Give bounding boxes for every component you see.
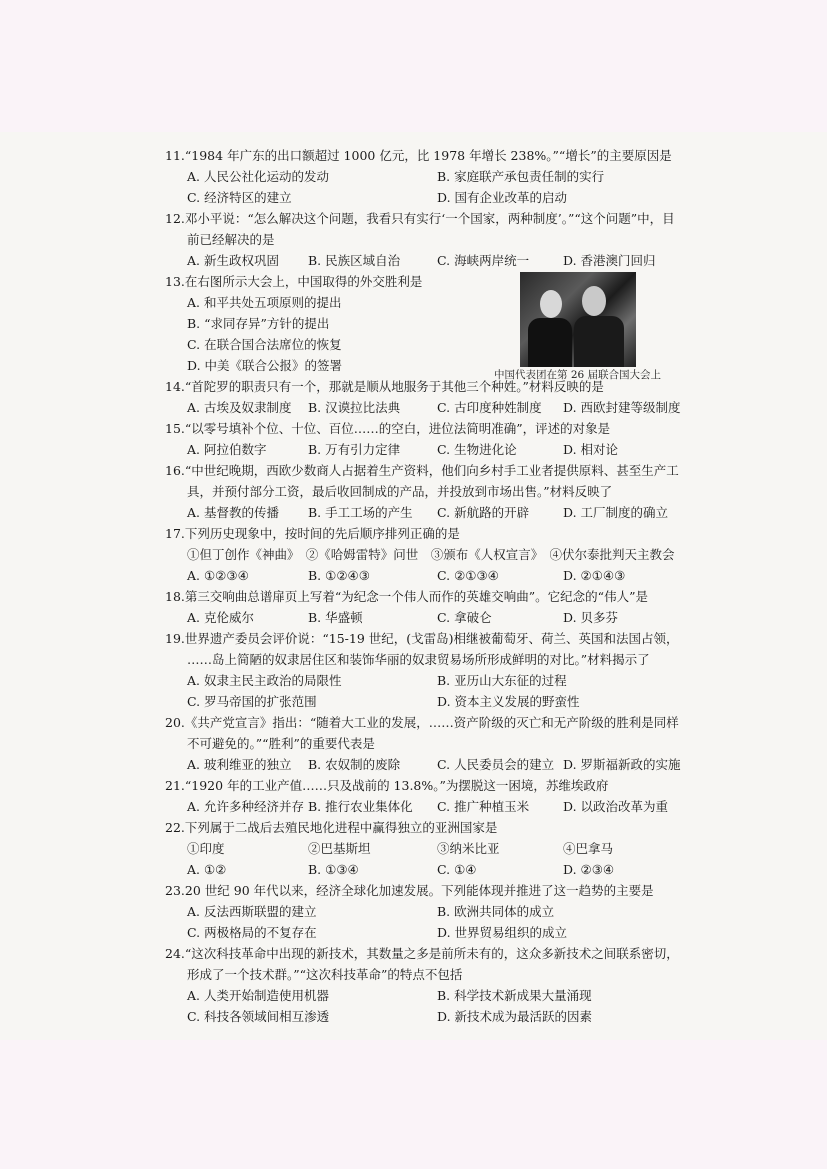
answer-option[interactable]: D. 罗斯福新政的实施	[563, 757, 681, 772]
question-24	[165, 943, 685, 1027]
question-22	[165, 817, 685, 880]
question-number: 14.	[165, 379, 185, 394]
answer-option[interactable]: A. 人类开始制造使用机器	[187, 988, 329, 1003]
question-number: 11.	[165, 148, 185, 163]
answer-option[interactable]: C. 经济特区的建立	[187, 190, 292, 205]
question-number: 24.	[165, 946, 185, 961]
answer-option[interactable]: C. ②①③④	[437, 568, 499, 583]
answer-option[interactable]: C. ①④	[437, 862, 477, 877]
answer-option[interactable]: A. 基督教的传播	[187, 505, 279, 520]
question-11	[165, 145, 685, 208]
question-stem-continued: ①印度	[187, 841, 225, 856]
answer-option[interactable]: C. 推广种植玉米	[437, 799, 530, 814]
answer-option[interactable]: C. 新航路的开辟	[437, 505, 530, 520]
question-stem: 20 世纪 90 年代以来，经济全球化加速发展。下列能体现并推进了这一趋势的主要是	[184, 883, 654, 898]
answer-option[interactable]: A. 和平共处五项原则的提出	[187, 295, 342, 310]
question-stem-continued: 具，并预付部分工资，最后收回制成的产品，并投放到市场出售。”材料反映了	[187, 484, 613, 499]
question-12	[165, 208, 685, 271]
bottom-margin	[0, 1040, 827, 1169]
question-number: 15.	[165, 421, 185, 436]
answer-option[interactable]: C. 海峡两岸统一	[437, 253, 530, 268]
question-stem: 邓小平说：“怎么解决这个问题，我看只有实行‘一个国家，两种制度’。”“这个问题”中，目	[184, 211, 675, 226]
answer-option[interactable]: A. 古埃及奴隶制度	[187, 400, 292, 415]
answer-option[interactable]: D. ②①④③	[563, 568, 626, 583]
answer-option[interactable]: B. “求同存异”方针的提出	[187, 316, 330, 331]
answer-option[interactable]: B. 亚历山大东征的过程	[437, 673, 567, 688]
answer-option[interactable]: A. 新生政权巩固	[187, 253, 279, 268]
question-stem: 第三交响曲总谱扉页上写着“为纪念一个伟人而作的英雄交响曲”。它纪念的“伟人”是	[184, 589, 648, 604]
answer-option[interactable]: D. 香港澳门回归	[563, 253, 656, 268]
question-number: 20.	[165, 715, 185, 730]
answer-option[interactable]: A. 奴隶主民主政治的局限性	[187, 673, 342, 688]
question-17	[165, 523, 685, 586]
answer-option[interactable]: C. 古印度种姓制度	[437, 400, 542, 415]
answer-option[interactable]: A. 反法西斯联盟的建立	[187, 904, 317, 919]
answer-option[interactable]: A. ①②③④	[187, 568, 249, 583]
question-item: ④巴拿马	[563, 841, 614, 856]
question-15	[165, 418, 685, 460]
question-19	[165, 628, 685, 712]
answer-option[interactable]: A. 玻利维亚的独立	[187, 757, 292, 772]
question-number: 19.	[165, 631, 185, 646]
answer-option[interactable]: A. 克伦威尔	[187, 610, 254, 625]
answer-option[interactable]: C. 人民委员会的建立	[437, 757, 555, 772]
answer-option[interactable]: B. 手工工场的产生	[308, 505, 413, 520]
question-stem: “中世纪晚期，西欧少数商人占据着生产资料，他们向乡村手工业者提供原料、甚至生产工	[184, 463, 679, 478]
answer-option[interactable]: A. 允许多种经济并存	[187, 799, 304, 814]
question-18	[165, 586, 685, 628]
answer-option[interactable]: B. 汉谟拉比法典	[308, 400, 401, 415]
answer-option[interactable]: D. 资本主义发展的野蛮性	[437, 694, 580, 709]
question-item: ②巴基斯坦	[308, 841, 371, 856]
answer-option[interactable]: B. 农奴制的废除	[308, 757, 401, 772]
answer-option[interactable]: D. 工厂制度的确立	[563, 505, 669, 520]
top-margin	[0, 0, 827, 132]
answer-option[interactable]: C. 拿破仑	[437, 610, 492, 625]
question-number: 17.	[165, 526, 185, 541]
un-assembly-photo	[520, 272, 636, 367]
answer-option[interactable]: C. 科技各领域间相互渗透	[187, 1009, 330, 1024]
answer-option[interactable]: D. ②③④	[563, 862, 615, 877]
photo-caption: 中国代表团在第 26 届联合国大会上	[494, 369, 662, 381]
question-stem-continued: 不可避免的。”“胜利”的重要代表是	[187, 736, 375, 751]
question-16	[165, 460, 685, 523]
question-stem: 下列属于二战后去殖民地化进程中赢得独立的亚洲国家是	[184, 820, 498, 835]
answer-option[interactable]: C. 罗马帝国的扩张范围	[187, 694, 317, 709]
question-21	[165, 775, 685, 817]
question-number: 18.	[165, 589, 185, 604]
answer-option[interactable]: D. 西欧封建等级制度	[563, 400, 681, 415]
question-item: ③纳米比亚	[437, 841, 500, 856]
answer-option[interactable]: A. 阿拉伯数字	[187, 442, 267, 457]
question-stem: “以零号填补个位、十位、百位……的空白，进位法简明准确”，评述的对象是	[184, 421, 611, 436]
answer-option[interactable]: B. 家庭联产承包责任制的实行	[437, 169, 605, 184]
answer-option[interactable]: D. 国有企业改革的启动	[437, 190, 568, 205]
question-number: 23.	[165, 883, 185, 898]
question-number: 22.	[165, 820, 185, 835]
answer-option[interactable]: D. 新技术成为最活跃的因素	[437, 1009, 593, 1024]
question-number: 16.	[165, 463, 185, 478]
answer-option[interactable]: B. 推行农业集体化	[308, 799, 413, 814]
question-number: 12.	[165, 211, 185, 226]
answer-option[interactable]: D. 贝多芬	[563, 610, 619, 625]
answer-option[interactable]: B. 科学技术新成果大量涌现	[437, 988, 592, 1003]
question-stem-continued: ①但丁创作《神曲》 ②《哈姆雷特》问世 ③颁布《人权宣言》 ④伏尔泰批判天主教会	[187, 547, 675, 562]
answer-option[interactable]: A. ①②	[187, 862, 227, 877]
question-stem: 在右图所示大会上，中国取得的外交胜利是	[184, 274, 423, 289]
answer-option[interactable]: B. 万有引力定律	[308, 442, 401, 457]
answer-option[interactable]: D. 中美《联合公报》的签署	[187, 358, 343, 373]
answer-option[interactable]: B. 华盛顿	[308, 610, 363, 625]
answer-option[interactable]: B. ①②④③	[308, 568, 370, 583]
question-stem: “这次科技革命中出现的新技术，其数量之多是前所未有的，这众多新技术之间联系密切，	[184, 946, 679, 961]
answer-option[interactable]: B. 欧洲共同体的成立	[437, 904, 555, 919]
question-stem: “1984 年广东的出口额超过 1000 亿元，比 1978 年增长 238%。”“增长”的主要原因是	[184, 148, 672, 163]
answer-option[interactable]: B. ①③④	[308, 862, 359, 877]
answer-option[interactable]: C. 生物进化论	[437, 442, 517, 457]
answer-option[interactable]: C. 两极格局的不复存在	[187, 925, 317, 940]
question-stem: 世界遗产委员会评价说：“15-19 世纪，(戈雷岛)相继被葡萄牙、荷兰、英国和法国占领，	[184, 631, 679, 646]
answer-option[interactable]: D. 以政治改革为重	[563, 799, 669, 814]
question-stem: 《共产党宣言》指出：“随着大工业的发展，……资产阶级的灭亡和无产阶级的胜利是同样	[184, 715, 679, 730]
question-20	[165, 712, 685, 775]
question-14	[165, 376, 685, 418]
question-number: 21.	[165, 778, 185, 793]
question-stem-continued: 前已经解决的是	[187, 232, 275, 247]
answer-option[interactable]: B. 民族区域自治	[308, 253, 401, 268]
question-stem: “首陀罗的职责只有一个，那就是顺从地服务于其他三个种姓。”材料反映的是	[184, 379, 604, 394]
question-stem-continued: 形成了一个技术群。”“这次科技革命”的特点不包括	[187, 967, 463, 982]
answer-option[interactable]: D. 世界贸易组织的成立	[437, 925, 568, 940]
question-number: 13.	[165, 274, 185, 289]
question-stem: 下列历史现象中，按时间的先后顺序排列正确的是	[184, 526, 460, 541]
question-stem: “1920 年的工业产值……只及战前的 13.8%。”为摆脱这一困境，苏维埃政府	[184, 778, 609, 793]
question-23	[165, 880, 685, 943]
answer-option[interactable]: C. 在联合国合法席位的恢复	[187, 337, 342, 352]
question-stem-continued: ……岛上简陋的奴隶居住区和装饰华丽的奴隶贸易场所形成鲜明的对比。”材料揭示了	[187, 652, 650, 667]
answer-option[interactable]: D. 相对论	[563, 442, 619, 457]
answer-option[interactable]: A. 人民公社化运动的发动	[187, 169, 329, 184]
